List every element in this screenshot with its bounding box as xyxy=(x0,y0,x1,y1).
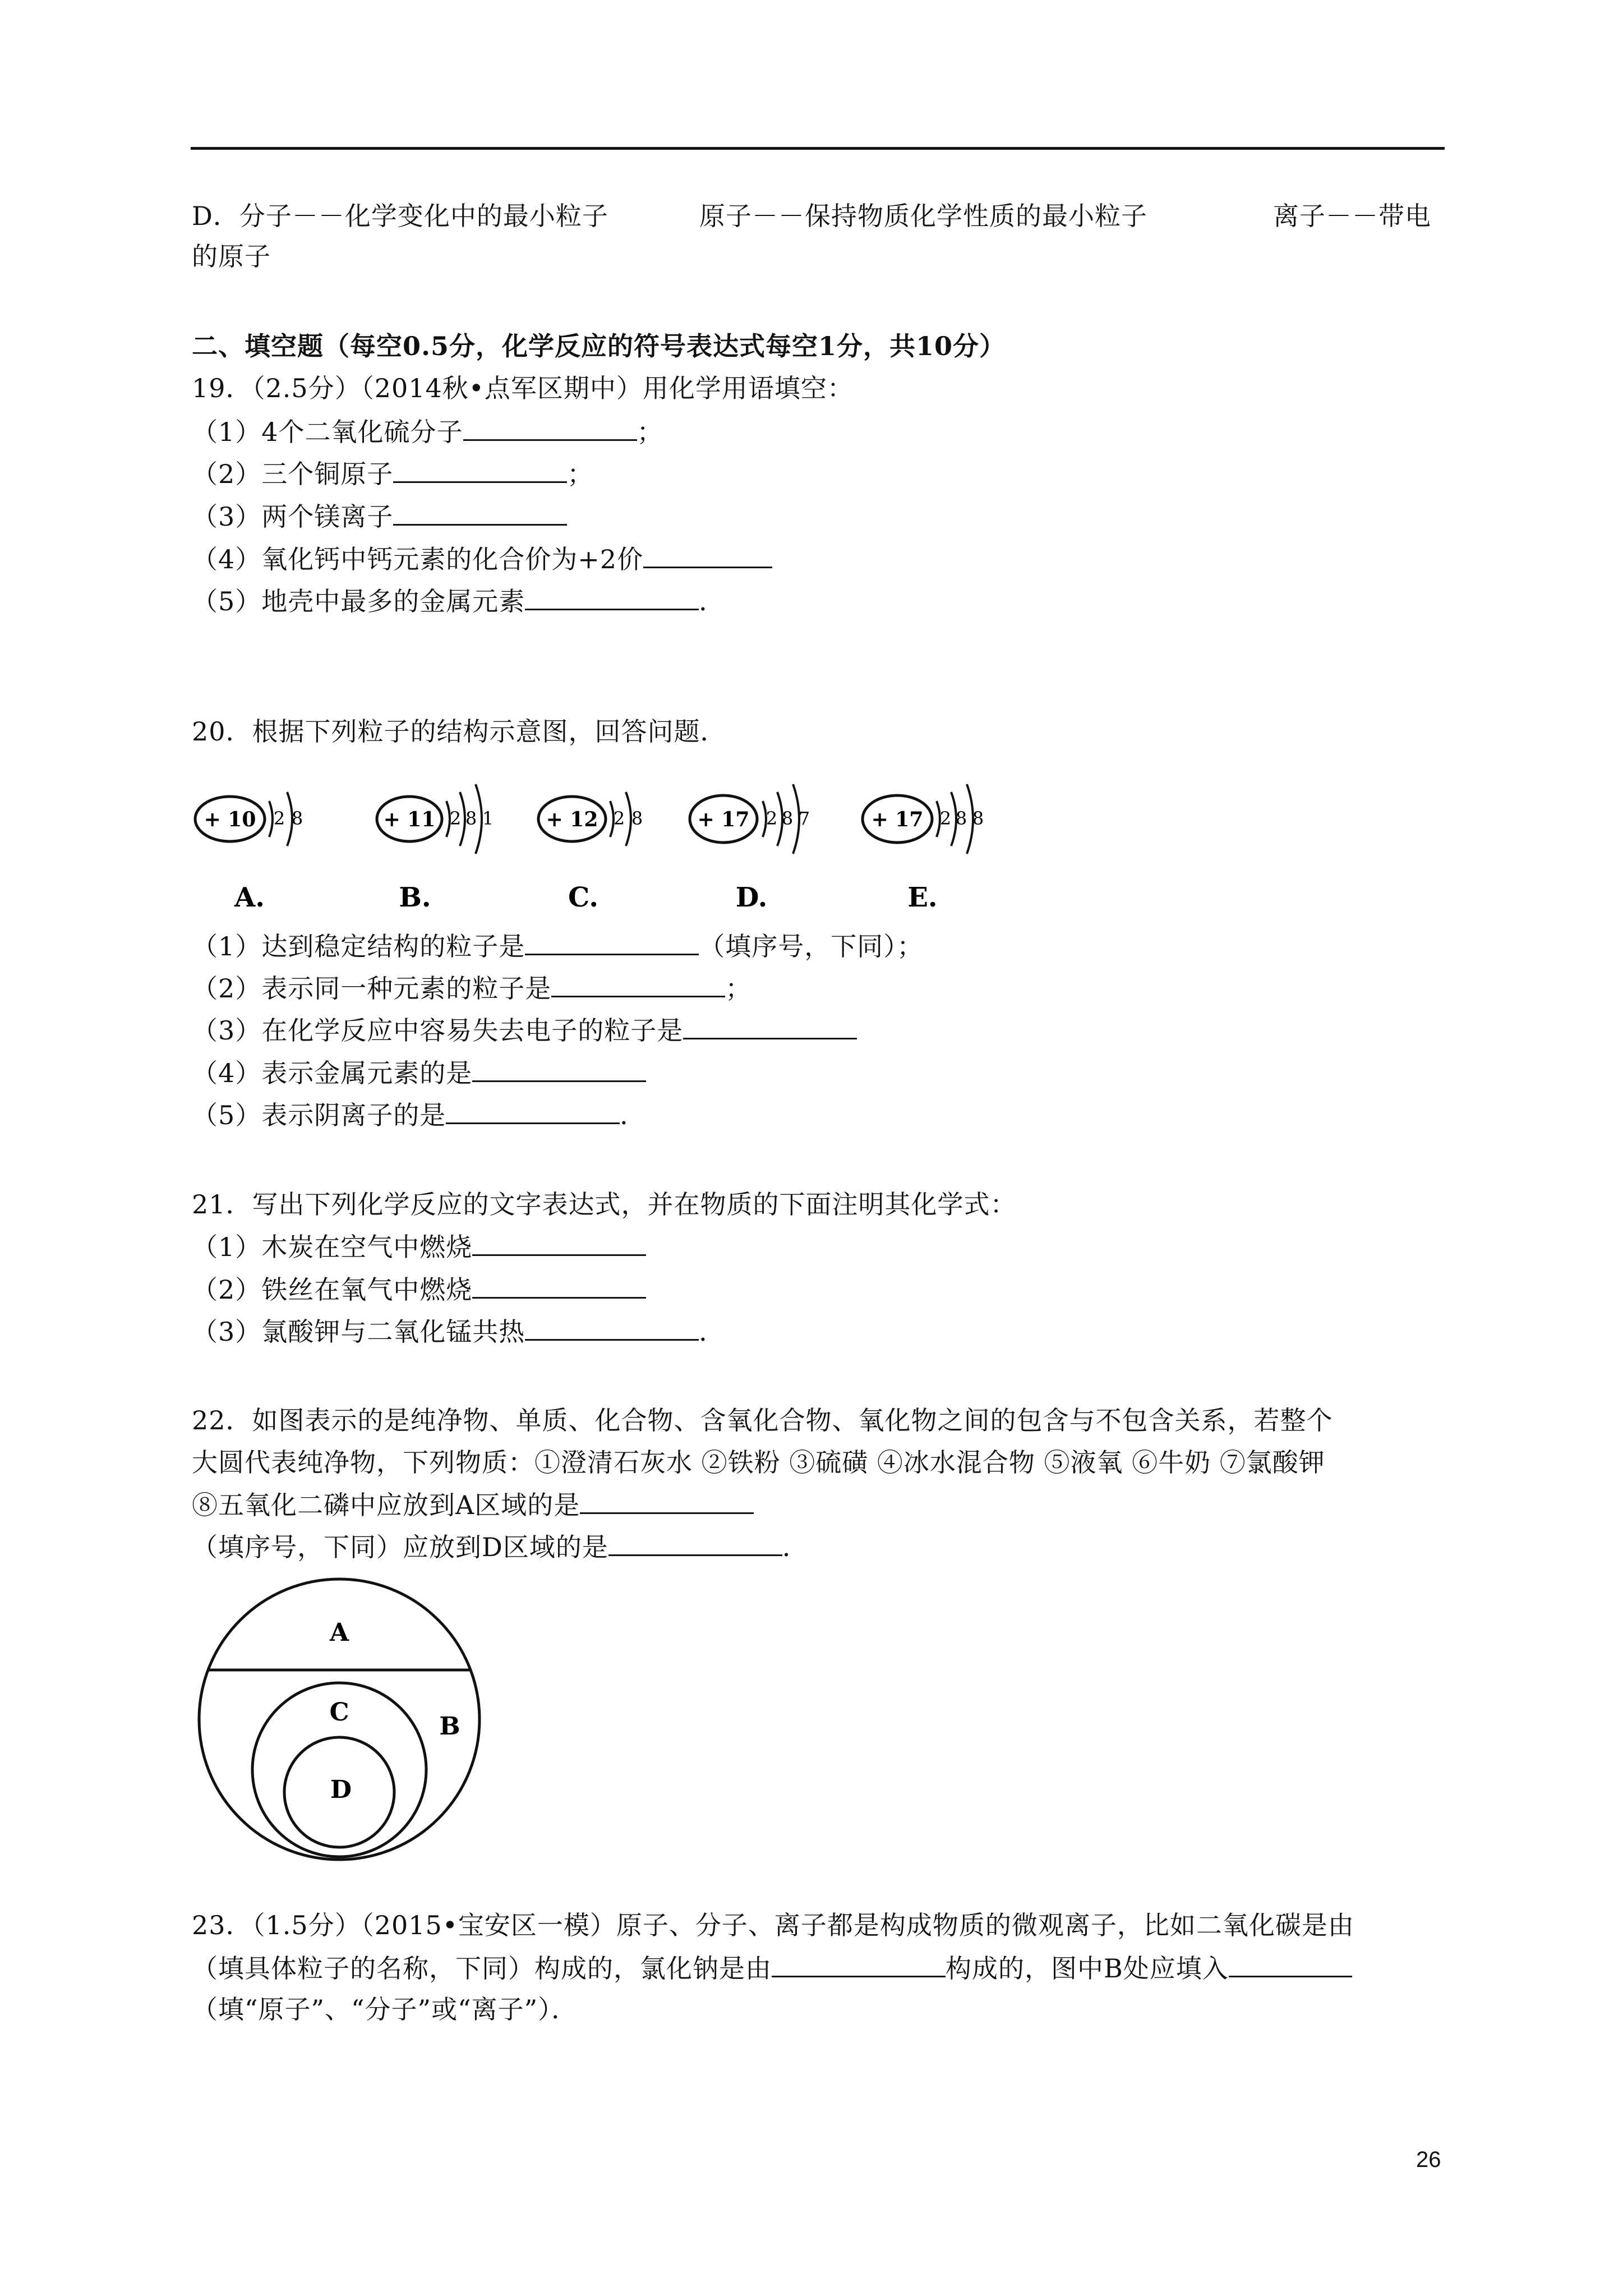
particle-e-label: E. xyxy=(907,882,938,913)
region-a-label: A xyxy=(329,1618,349,1647)
svg-text:7: 7 xyxy=(798,808,810,829)
svg-text:2: 2 xyxy=(613,808,625,829)
svg-text:8: 8 xyxy=(781,808,794,829)
answer-blank[interactable] xyxy=(393,499,567,526)
page-number: 26 xyxy=(1416,2147,1441,2172)
region-c-label: C xyxy=(329,1698,349,1727)
particle-e-nucleus: + 17 xyxy=(871,808,924,831)
q18-option-d-part1: D．分子－－化学变化中的最小粒子 xyxy=(192,201,608,231)
q22-line-4: （填序号，下同）应放到D区域的是 ． xyxy=(192,1530,809,1564)
answer-blank[interactable] xyxy=(608,1530,782,1556)
q23-line-3: （填“原子”、“分子”或“离子”）． xyxy=(192,1994,578,2024)
q21-stem: 21．写出下列化学反应的文字表达式，并在物质的下面注明其化学式： xyxy=(192,1189,1017,1220)
svg-text:8: 8 xyxy=(631,808,643,829)
particle-b-nucleus: + 11 xyxy=(383,808,436,831)
answer-blank[interactable] xyxy=(525,584,699,610)
answer-blank[interactable] xyxy=(446,1098,620,1124)
q22-line-3: ⑧五氧化二磷中应放到A区域的是 xyxy=(192,1488,754,1522)
q21-item-1: （1）木炭在空气中燃烧 xyxy=(192,1230,646,1264)
q22-line-2: 大圆代表纯净物，下列物质：①澄清石灰水 ②铁粉 ③硫磺 ④冰水混合物 ⑤液氧 ⑥牛奶 ⑦氯酸钾 xyxy=(192,1447,1325,1478)
answer-blank[interactable] xyxy=(463,415,637,441)
q19-item-5: （5）地壳中最多的金属元素 ． xyxy=(192,584,725,618)
q19-item-4: （4）氧化钙中钙元素的化合价为+2价 xyxy=(192,542,772,576)
q18-option-d-continuation: 的原子 xyxy=(192,241,271,272)
q19-stem: 19．（2.5分）（2014秋•点军区期中）用化学用语填空： xyxy=(192,373,854,403)
answer-blank[interactable] xyxy=(580,1488,754,1514)
answer-blank[interactable] xyxy=(772,1951,946,1977)
q20-item-2: （2）表示同一种元素的粒子是 ； xyxy=(192,971,751,1005)
region-d-label: D xyxy=(330,1775,352,1804)
answer-blank[interactable] xyxy=(393,457,567,483)
particle-a-label: A. xyxy=(234,882,265,913)
answer-blank[interactable] xyxy=(1229,1951,1352,1977)
particle-c-nucleus: + 12 xyxy=(546,808,598,831)
answer-blank[interactable] xyxy=(472,1056,646,1082)
q21-item-3: （3）氯酸钾与二氧化锰共热 ． xyxy=(192,1314,725,1349)
svg-text:2: 2 xyxy=(939,808,952,829)
region-b-label: B xyxy=(439,1712,460,1741)
svg-text:2: 2 xyxy=(449,808,462,829)
q20-stem: 20．根据下列粒子的结构示意图，回答问题． xyxy=(192,716,727,747)
q18-option-d-line xyxy=(192,199,608,233)
q22-line-1: 22．如图表示的是纯净物、单质、化合物、含氧化合物、氧化物之间的包含与不包含关系，若整个 xyxy=(192,1405,1333,1435)
q18-option-d-part3: 离子－－带电 xyxy=(1273,201,1431,231)
answer-blank[interactable] xyxy=(472,1272,646,1299)
atomic-structure-diagrams xyxy=(191,763,1043,920)
q20-item-5: （5）表示阴离子的是 ． xyxy=(192,1098,646,1132)
q20-item-4: （4）表示金属元素的是 xyxy=(192,1056,646,1090)
answer-blank[interactable] xyxy=(525,929,699,955)
particle-c-label: C. xyxy=(568,882,599,913)
answer-blank[interactable] xyxy=(472,1230,646,1256)
svg-text:1: 1 xyxy=(482,808,494,829)
particle-b-diagram xyxy=(377,784,494,913)
svg-text:2: 2 xyxy=(766,808,778,829)
q19-item-2: （2）三个铜原子 ； xyxy=(192,457,593,491)
header-rule xyxy=(191,147,1445,150)
particle-d-nucleus: + 17 xyxy=(697,808,750,831)
q20-item-3: （3）在化学反应中容易失去电子的粒子是 xyxy=(192,1013,857,1047)
q21-item-2: （2）铁丝在氧气中燃烧 xyxy=(192,1272,646,1306)
q20-item-1: （1）达到稳定结构的粒子是 （填序号，下同）； xyxy=(192,929,923,963)
particle-d-diagram xyxy=(690,784,810,913)
particle-b-label: B. xyxy=(399,882,431,913)
q23-line-2: （填具体粒子的名称，下同）构成的，氯化钠是由 构成的，图中B处应填入 xyxy=(192,1951,1352,1985)
particle-a-nucleus: + 10 xyxy=(204,808,256,831)
q18-option-d-part2: 原子－－保持物质化学性质的最小粒子 xyxy=(699,201,1147,231)
section-2-title: 二、填空题（每空0.5分，化学反应的符号表达式每空1分，共10分） xyxy=(192,331,1006,361)
svg-text:8: 8 xyxy=(465,808,477,829)
answer-blank[interactable] xyxy=(643,542,772,568)
particle-a-diagram xyxy=(195,792,303,913)
answer-blank[interactable] xyxy=(525,1314,699,1341)
particle-e-diagram xyxy=(863,784,984,913)
svg-text:2: 2 xyxy=(273,808,285,829)
svg-text:8: 8 xyxy=(955,808,967,829)
svg-text:8: 8 xyxy=(972,808,984,829)
particle-c-diagram xyxy=(538,792,643,913)
svg-text:8: 8 xyxy=(291,808,303,829)
particle-d-label: D. xyxy=(735,882,768,913)
answer-blank[interactable] xyxy=(683,1013,857,1039)
answer-blank[interactable] xyxy=(551,971,725,997)
classification-circle-diagram xyxy=(191,1576,494,1868)
q19-item-1: （1）4个二氧化硫分子 ； xyxy=(192,415,663,449)
q23-line-1: 23．（1.5分）（2015•宝安区一模）原子、分子、离子都是构成物质的微观离子，比如二氧化碳是由 xyxy=(192,1910,1354,1940)
q19-item-3: （3）两个镁离子 xyxy=(192,499,567,533)
